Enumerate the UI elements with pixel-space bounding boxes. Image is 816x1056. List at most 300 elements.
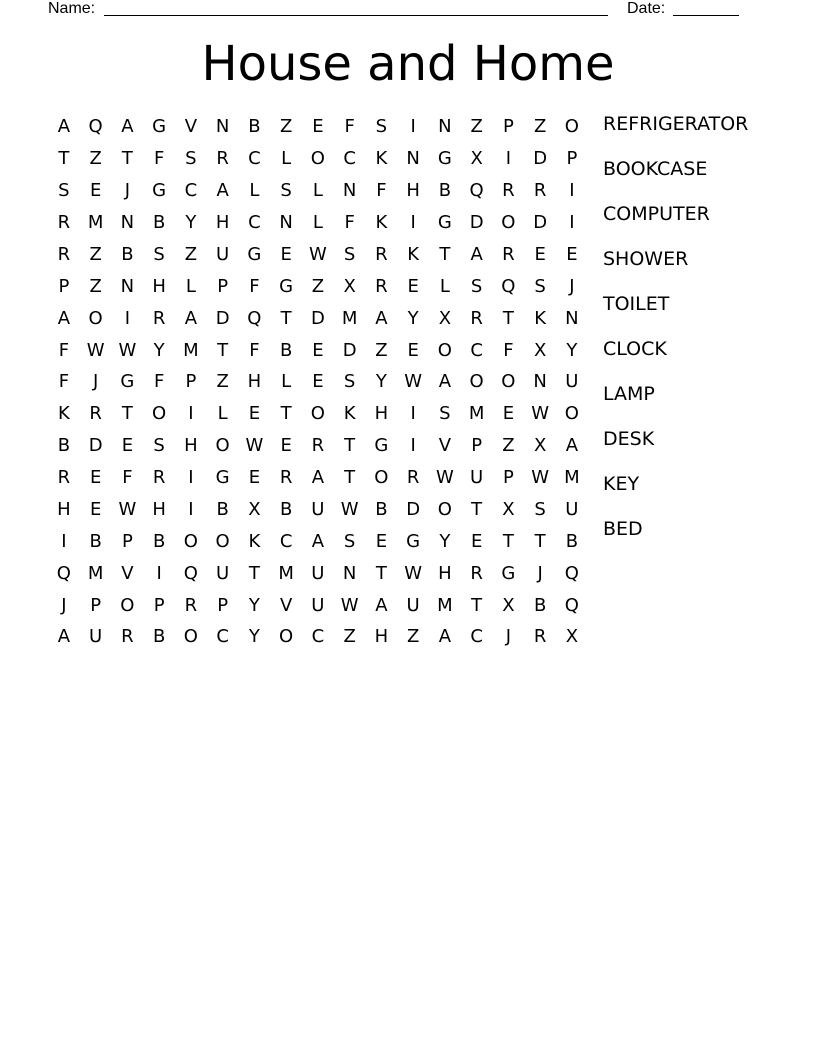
grid-cell: W bbox=[118, 498, 137, 520]
word-list-item: BED bbox=[603, 518, 643, 540]
grid-cell: U bbox=[311, 594, 325, 616]
grid-cell: E bbox=[312, 339, 324, 361]
grid-cell: W bbox=[340, 498, 359, 520]
grid-cell: S bbox=[153, 435, 165, 457]
grid-cell: T bbox=[471, 498, 483, 520]
grid-cell: L bbox=[249, 180, 260, 202]
grid-cell: I bbox=[156, 562, 162, 584]
grid-cell: W bbox=[404, 371, 423, 393]
grid-cell: E bbox=[566, 243, 578, 265]
grid-cell: Q bbox=[56, 562, 71, 584]
grid-cell: E bbox=[407, 275, 419, 297]
grid-cell: U bbox=[406, 594, 420, 616]
grid-cell: T bbox=[344, 435, 356, 457]
grid-cell: Z bbox=[216, 371, 229, 393]
grid-cell: N bbox=[406, 148, 420, 170]
grid-cell: H bbox=[374, 403, 389, 425]
grid-cell: S bbox=[534, 275, 546, 297]
grid-cell: F bbox=[58, 371, 70, 393]
grid-cell: K bbox=[343, 403, 356, 425]
grid-cell: D bbox=[342, 339, 357, 361]
grid-cell: B bbox=[121, 243, 134, 265]
grid-cell: B bbox=[438, 180, 452, 202]
grid-cell: S bbox=[343, 243, 356, 265]
grid-cell: G bbox=[120, 371, 135, 393]
grid-cell: M bbox=[183, 339, 199, 361]
word-list-item: BOOKCASE bbox=[603, 158, 708, 180]
grid-cell: R bbox=[406, 467, 420, 489]
grid-cell: Z bbox=[89, 243, 102, 265]
grid-cell: J bbox=[61, 594, 67, 616]
grid-cell: N bbox=[342, 562, 357, 584]
grid-cell: V bbox=[438, 435, 452, 457]
grid-cell: P bbox=[471, 435, 483, 457]
grid-cell: B bbox=[375, 498, 388, 520]
grid-cell: X bbox=[343, 275, 356, 297]
grid-cell: I bbox=[569, 180, 575, 202]
grid-cell: T bbox=[439, 243, 451, 265]
grid-cell: U bbox=[470, 467, 484, 489]
grid-cell: A bbox=[121, 116, 134, 138]
grid-cell: Q bbox=[564, 594, 579, 616]
grid-cell: T bbox=[471, 594, 483, 616]
grid-cell: E bbox=[121, 435, 134, 457]
grid-cell: L bbox=[281, 148, 292, 170]
grid-cell: Q bbox=[247, 307, 262, 329]
grid-cell: M bbox=[341, 307, 358, 329]
page-title: House and Home bbox=[201, 36, 615, 92]
grid-cell: B bbox=[216, 498, 229, 520]
grid-cell: P bbox=[502, 116, 514, 138]
grid-cell: C bbox=[470, 339, 483, 361]
grid-cell: A bbox=[438, 626, 452, 648]
grid-cell: O bbox=[437, 339, 452, 361]
grid-cell: I bbox=[410, 403, 416, 425]
grid-cell: H bbox=[247, 371, 262, 393]
grid-cell: T bbox=[280, 307, 292, 329]
name-blank bbox=[104, 15, 608, 16]
grid-cell: N bbox=[120, 275, 135, 297]
grid-cell: M bbox=[437, 594, 453, 616]
grid-cell: Z bbox=[406, 626, 420, 648]
grid-cell: G bbox=[437, 212, 452, 234]
grid-cell: C bbox=[470, 626, 483, 648]
grid-cell: K bbox=[248, 530, 261, 552]
grid-cell: P bbox=[217, 594, 229, 616]
grid-cell: L bbox=[217, 403, 228, 425]
grid-cell: Y bbox=[248, 594, 260, 616]
grid-row bbox=[48, 207, 588, 239]
grid-cell: F bbox=[58, 339, 70, 361]
grid-row bbox=[48, 334, 588, 366]
grid-cell: K bbox=[534, 307, 547, 329]
word-list-item: SHOWER bbox=[603, 248, 689, 270]
grid-cell: T bbox=[217, 339, 229, 361]
grid-cell: G bbox=[501, 562, 516, 584]
grid-cell: A bbox=[438, 371, 452, 393]
grid-cell: X bbox=[533, 339, 547, 361]
letter-grid bbox=[48, 111, 588, 653]
grid-cell: A bbox=[311, 467, 325, 489]
grid-cell: Z bbox=[375, 339, 388, 361]
grid-cell: P bbox=[90, 594, 102, 616]
grid-cell: L bbox=[312, 212, 323, 234]
grid-cell: G bbox=[406, 530, 421, 552]
grid-cell: P bbox=[121, 530, 133, 552]
grid-cell: W bbox=[86, 339, 105, 361]
grid-cell: Z bbox=[470, 116, 483, 138]
grid-cell: X bbox=[533, 435, 547, 457]
grid-cell: D bbox=[406, 498, 421, 520]
grid-cell: S bbox=[470, 275, 483, 297]
grid-cell: R bbox=[152, 467, 166, 489]
grid-cell: T bbox=[121, 148, 133, 170]
grid-cell: E bbox=[280, 435, 292, 457]
grid-cell: E bbox=[89, 498, 102, 520]
grid-row bbox=[48, 621, 588, 653]
grid-cell: D bbox=[215, 307, 230, 329]
grid-cell: A bbox=[565, 435, 579, 457]
grid-cell: E bbox=[248, 467, 261, 489]
grid-cell: I bbox=[188, 498, 194, 520]
grid-cell: U bbox=[311, 498, 325, 520]
grid-cell: R bbox=[89, 403, 102, 425]
grid-cell: B bbox=[279, 339, 293, 361]
grid-cell: O bbox=[310, 403, 325, 425]
grid-cell: S bbox=[153, 243, 165, 265]
date-label: Date: bbox=[627, 0, 666, 17]
grid-cell: H bbox=[215, 212, 230, 234]
grid-cell: C bbox=[311, 626, 325, 648]
grid-cell: B bbox=[152, 530, 166, 552]
grid-cell: E bbox=[502, 403, 515, 425]
grid-cell: A bbox=[470, 243, 483, 265]
grid-cell: P bbox=[185, 371, 197, 393]
grid-cell: R bbox=[57, 467, 71, 489]
grid-cell: E bbox=[89, 467, 102, 489]
grid-row bbox=[48, 398, 588, 430]
grid-cell: Y bbox=[185, 212, 197, 234]
grid-cell: Q bbox=[88, 116, 103, 138]
grid-cell: H bbox=[57, 498, 71, 520]
grid-cell: O bbox=[310, 148, 325, 170]
grid-cell: C bbox=[248, 148, 261, 170]
grid-cell: A bbox=[375, 594, 388, 616]
grid-cell: I bbox=[410, 116, 416, 138]
grid-cell: V bbox=[121, 562, 134, 584]
grid-cell: H bbox=[152, 275, 166, 297]
grid-cell: W bbox=[531, 403, 550, 425]
grid-cell: B bbox=[533, 594, 547, 616]
grid-cell: S bbox=[58, 180, 70, 202]
grid-cell: S bbox=[534, 498, 546, 520]
grid-cell: F bbox=[153, 148, 165, 170]
word-list-item: REFRIGERATOR bbox=[603, 113, 749, 135]
grid-row bbox=[48, 430, 588, 462]
grid-cell: F bbox=[122, 467, 133, 489]
grid-cell: M bbox=[468, 403, 485, 425]
grid-cell: F bbox=[376, 180, 387, 202]
grid-cell: U bbox=[565, 498, 579, 520]
grid-cell: M bbox=[278, 562, 294, 584]
grid-cell: Z bbox=[184, 243, 198, 265]
grid-cell: D bbox=[469, 212, 484, 234]
grid-cell: C bbox=[184, 180, 198, 202]
grid-cell: I bbox=[124, 307, 131, 329]
grid-cell: Y bbox=[248, 626, 260, 648]
grid-cell: K bbox=[375, 212, 388, 234]
word-list bbox=[603, 111, 803, 561]
grid-cell: F bbox=[249, 275, 260, 297]
word-list-item: CLOCK bbox=[603, 338, 667, 360]
grid-cell: C bbox=[279, 530, 293, 552]
grid-cell: W bbox=[531, 467, 550, 489]
grid-cell: M bbox=[564, 467, 580, 489]
grid-cell: R bbox=[533, 626, 547, 648]
grid-cell: G bbox=[152, 180, 167, 202]
grid-cell: O bbox=[152, 403, 167, 425]
grid-row bbox=[48, 557, 588, 589]
grid-cell: R bbox=[279, 467, 293, 489]
grid-cell: J bbox=[569, 275, 575, 297]
grid-cell: E bbox=[280, 243, 292, 265]
grid-cell: R bbox=[533, 180, 547, 202]
grid-cell: O bbox=[564, 116, 579, 138]
grid-cell: X bbox=[248, 498, 261, 520]
grid-cell: N bbox=[565, 307, 579, 329]
grid-cell: L bbox=[185, 275, 196, 297]
grid-cell: X bbox=[565, 626, 579, 648]
grid-cell: I bbox=[410, 212, 416, 234]
grid-cell: E bbox=[534, 243, 546, 265]
grid-cell: J bbox=[124, 180, 131, 202]
grid-cell: B bbox=[152, 626, 166, 648]
name-label: Name: bbox=[48, 0, 96, 17]
grid-cell: R bbox=[375, 243, 388, 265]
grid-cell: O bbox=[120, 594, 135, 616]
grid-cell: S bbox=[185, 148, 197, 170]
grid-cell: E bbox=[407, 339, 419, 361]
grid-cell: G bbox=[152, 116, 167, 138]
grid-cell: E bbox=[375, 530, 388, 552]
grid-cell: O bbox=[501, 371, 516, 393]
grid-cell: T bbox=[280, 403, 292, 425]
grid-cell: R bbox=[184, 594, 198, 616]
grid-cell: Y bbox=[407, 307, 419, 329]
grid-cell: O bbox=[469, 371, 484, 393]
grid-cell: D bbox=[533, 212, 548, 234]
grid-row bbox=[48, 494, 588, 526]
grid-cell: A bbox=[184, 307, 198, 329]
grid-cell: T bbox=[248, 562, 260, 584]
grid-cell: S bbox=[439, 403, 451, 425]
date-blank bbox=[673, 15, 739, 16]
grid-cell: S bbox=[280, 180, 292, 202]
grid-cell: Y bbox=[153, 339, 165, 361]
grid-cell: G bbox=[215, 467, 230, 489]
grid-cell: F bbox=[503, 339, 514, 361]
grid-cell: V bbox=[184, 116, 198, 138]
grid-cell: N bbox=[342, 180, 357, 202]
grid-cell: E bbox=[470, 530, 483, 552]
grid-cell: O bbox=[215, 530, 230, 552]
grid-cell: R bbox=[502, 180, 515, 202]
grid-row bbox=[48, 525, 588, 557]
grid-cell: O bbox=[88, 307, 103, 329]
grid-cell: T bbox=[534, 530, 546, 552]
grid-cell: I bbox=[505, 148, 512, 170]
grid-cell: Z bbox=[502, 435, 515, 457]
grid-cell: O bbox=[183, 530, 198, 552]
grid-cell: S bbox=[343, 371, 356, 393]
grid-cell: A bbox=[375, 307, 388, 329]
grid-cell: R bbox=[375, 275, 388, 297]
grid-cell: F bbox=[344, 116, 355, 138]
grid-row bbox=[48, 270, 588, 302]
grid-cell: Z bbox=[311, 275, 325, 297]
grid-row bbox=[48, 589, 588, 621]
grid-cell: C bbox=[248, 212, 261, 234]
grid-cell: B bbox=[248, 116, 261, 138]
grid-cell: A bbox=[216, 180, 229, 202]
grid-cell: T bbox=[344, 467, 356, 489]
grid-row bbox=[48, 175, 588, 207]
grid-cell: I bbox=[410, 435, 416, 457]
grid-cell: I bbox=[188, 467, 194, 489]
grid-cell: D bbox=[533, 148, 548, 170]
grid-cell: R bbox=[152, 307, 166, 329]
grid-cell: I bbox=[188, 403, 194, 425]
grid-cell: I bbox=[61, 530, 67, 552]
grid-row bbox=[48, 111, 588, 143]
grid-cell: P bbox=[58, 275, 70, 297]
grid-cell: G bbox=[374, 435, 389, 457]
grid-cell: H bbox=[152, 498, 166, 520]
grid-cell: R bbox=[216, 148, 229, 170]
grid-cell: I bbox=[569, 212, 575, 234]
grid-cell: N bbox=[438, 116, 452, 138]
word-list-item: DESK bbox=[603, 428, 655, 450]
grid-cell: X bbox=[502, 498, 515, 520]
grid-cell: W bbox=[340, 594, 359, 616]
grid-row bbox=[48, 239, 588, 271]
grid-cell: N bbox=[279, 212, 293, 234]
word-list-item: TOILET bbox=[603, 293, 670, 315]
grid-cell: N bbox=[120, 212, 135, 234]
grid-cell: S bbox=[375, 116, 388, 138]
grid-cell: B bbox=[565, 530, 579, 552]
grid-cell: K bbox=[407, 243, 420, 265]
grid-cell: J bbox=[92, 371, 99, 393]
grid-cell: N bbox=[215, 116, 230, 138]
grid-cell: D bbox=[310, 307, 325, 329]
grid-cell: L bbox=[312, 180, 323, 202]
grid-cell: Z bbox=[343, 626, 356, 648]
grid-cell: O bbox=[564, 403, 579, 425]
grid-cell: A bbox=[57, 626, 71, 648]
grid-cell: O bbox=[501, 212, 516, 234]
grid-cell: U bbox=[89, 626, 103, 648]
grid-cell: R bbox=[57, 212, 71, 234]
grid-cell: E bbox=[312, 116, 324, 138]
grid-cell: X bbox=[470, 148, 483, 170]
grid-cell: R bbox=[57, 243, 71, 265]
grid-cell: T bbox=[375, 562, 387, 584]
grid-cell: Z bbox=[533, 116, 547, 138]
grid-cell: E bbox=[312, 371, 324, 393]
word-list-item: KEY bbox=[603, 473, 640, 495]
grid-cell: X bbox=[438, 307, 452, 329]
grid-cell: Z bbox=[89, 275, 102, 297]
grid-cell: G bbox=[437, 148, 452, 170]
grid-cell: U bbox=[216, 243, 230, 265]
grid-cell: J bbox=[537, 562, 543, 584]
grid-cell: R bbox=[121, 626, 134, 648]
grid-cell: C bbox=[216, 626, 229, 648]
grid-cell: O bbox=[215, 435, 230, 457]
grid-cell: V bbox=[279, 594, 293, 616]
grid-cell: C bbox=[343, 148, 356, 170]
grid-cell: K bbox=[375, 148, 388, 170]
grid-cell: L bbox=[281, 371, 292, 393]
grid-cell: R bbox=[470, 562, 483, 584]
grid-cell: D bbox=[88, 435, 103, 457]
grid-cell: U bbox=[311, 562, 325, 584]
grid-cell: W bbox=[435, 467, 454, 489]
grid-cell: H bbox=[374, 626, 389, 648]
grid-cell: E bbox=[89, 180, 102, 202]
grid-cell: T bbox=[502, 530, 514, 552]
grid-cell: A bbox=[311, 530, 325, 552]
grid-cell: G bbox=[279, 275, 294, 297]
grid-cell: N bbox=[533, 371, 547, 393]
grid-cell: F bbox=[153, 371, 165, 393]
grid-cell: O bbox=[279, 626, 294, 648]
grid-cell: P bbox=[217, 275, 229, 297]
grid-cell: A bbox=[57, 307, 71, 329]
grid-cell: Z bbox=[89, 148, 102, 170]
grid-cell: W bbox=[404, 562, 423, 584]
grid-cell: Q bbox=[183, 562, 198, 584]
grid-row bbox=[48, 143, 588, 175]
header-fields bbox=[48, 0, 748, 20]
grid-cell: S bbox=[343, 530, 356, 552]
grid-cell: B bbox=[89, 530, 102, 552]
grid-cell: Y bbox=[439, 530, 451, 552]
grid-cell: U bbox=[565, 371, 579, 393]
grid-cell: Q bbox=[501, 275, 516, 297]
grid-cell: W bbox=[308, 243, 327, 265]
grid-cell: R bbox=[470, 307, 483, 329]
grid-cell: M bbox=[87, 562, 104, 584]
grid-cell: B bbox=[57, 435, 71, 457]
grid-cell: L bbox=[439, 275, 450, 297]
grid-cell: F bbox=[344, 212, 355, 234]
grid-cell: R bbox=[311, 435, 325, 457]
grid-cell: W bbox=[118, 339, 137, 361]
grid-cell: H bbox=[184, 435, 198, 457]
grid-cell: P bbox=[502, 467, 514, 489]
grid-cell: T bbox=[502, 307, 514, 329]
grid-cell: B bbox=[152, 212, 166, 234]
grid-cell: G bbox=[247, 243, 262, 265]
grid-row bbox=[48, 462, 588, 494]
grid-cell: W bbox=[245, 435, 264, 457]
grid-cell: K bbox=[57, 403, 70, 425]
grid-cell: Q bbox=[469, 180, 484, 202]
grid-cell: O bbox=[183, 626, 198, 648]
grid-cell: H bbox=[438, 562, 452, 584]
